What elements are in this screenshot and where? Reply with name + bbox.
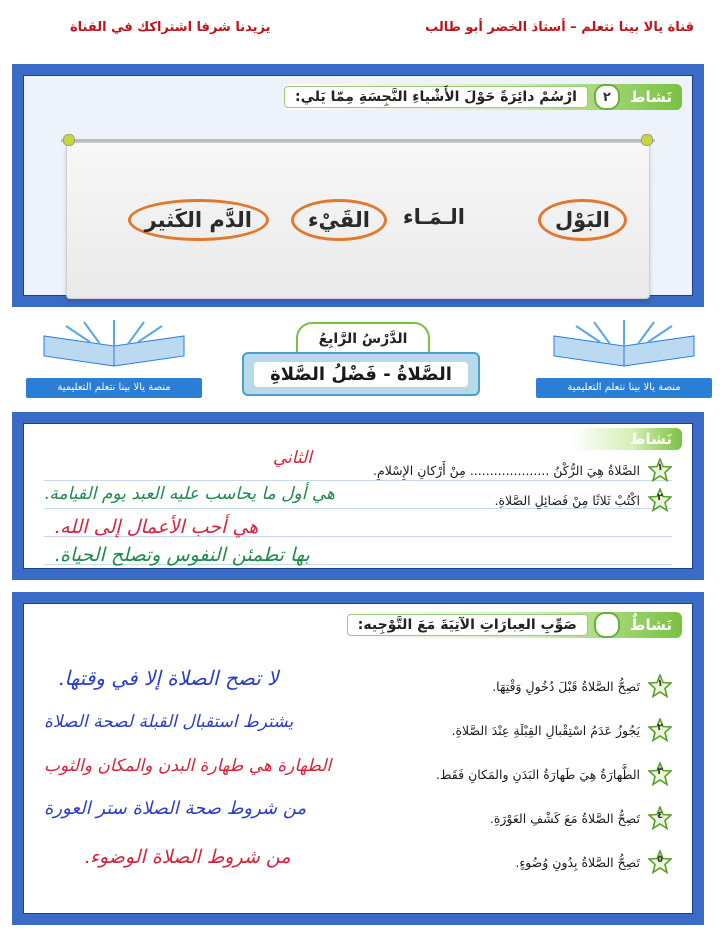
lesson-title-box: [236, 322, 486, 410]
answer-second: الثاني: [272, 448, 312, 468]
banner-pin-right: [641, 134, 653, 146]
subscribe-note: يزيدنا شرفا اشتراكك في القناة: [70, 20, 271, 35]
question-row: [373, 458, 672, 482]
activity-checkbox: [594, 612, 620, 638]
star-number-icon: ١: [648, 458, 672, 482]
word-water: الـمَـاء: [402, 205, 465, 229]
platform-logo-right: [536, 316, 712, 406]
star-number-icon: ٣: [648, 762, 672, 786]
open-book-icon: [550, 316, 698, 372]
activity-tag: نَشاط: [629, 430, 672, 448]
question-row: [495, 488, 672, 512]
star-number-icon: ٢: [648, 488, 672, 512]
star-number-icon: ٤: [648, 806, 672, 830]
banner-pin-left: [63, 134, 75, 146]
activity-1-header: [284, 84, 682, 110]
activity-3-panel: [23, 603, 693, 914]
activity-number: ٢: [594, 84, 620, 110]
statement-text: تَصِحُّ الصَّلاةُ بِدُونِ وُضُوءٍ.: [515, 854, 640, 870]
handwritten-answer-3: بها تطمئن النفوس وتصلح الحياة.: [54, 544, 310, 566]
lesson-title: [242, 352, 480, 396]
lesson-title-text: الصَّلاةُ - فَضْلُ الصَّلاةِ: [254, 362, 468, 387]
question-row: [515, 850, 672, 874]
handwritten-answer-2: هي أحب الأعمال إلى الله.: [54, 516, 259, 538]
activity-question: صَوِّبِ العِبارَاتِ الآتِيَةَ مَعَ التَّوْجِيه:: [347, 614, 588, 636]
statement-text: الطَّهارَةُ هِيَ طَهارَةُ البَدَنِ والمَكانِ فَقَط.: [435, 766, 640, 782]
activity-2-frame: [12, 412, 704, 580]
question-row: [452, 718, 672, 742]
activity-2-header: [572, 428, 682, 450]
word-urine-circled: البَوْل: [538, 199, 627, 241]
handwritten-answer-1: هي أول ما يحاسب عليه العبد يوم القيامة.: [44, 484, 336, 504]
word-vomit-circled: القَيْء: [291, 199, 387, 241]
activity-3-frame: [12, 592, 704, 925]
star-number-icon: ٥: [648, 850, 672, 874]
correction-4: من شروط صحة الصلاة ستر العورة: [44, 798, 307, 819]
platform-logo-left: [26, 316, 202, 406]
hanging-banner: [66, 142, 650, 299]
statement-text: يَجُوزُ عَدَمُ اسْتِقْبالِ القِبْلَةِ عِنْدَ الصَّلاةِ.: [451, 722, 640, 738]
lesson-number: الدَّرْسُ الرَّابِعُ: [296, 322, 430, 354]
activity-1-frame: [12, 64, 704, 307]
page-header: [0, 0, 720, 62]
correction-1: لا تصح الصلاة إلا في وقتها.: [58, 666, 279, 690]
correction-2: يشترط استقبال القبلة لصحة الصلاة: [44, 712, 294, 732]
question-text: اكْتُبْ ثَلاثًا مِنْ فَضائِلِ الصَّلاةِ.: [494, 492, 640, 508]
channel-title: قناة يالا بينا نتعلم – أستاذ الخضر أبو طالب: [425, 20, 694, 35]
correction-5: من شروط الصلاة الوضوء.: [84, 846, 291, 868]
open-book-icon: [40, 316, 188, 372]
platform-caption: منصة يالا بينا نتعلم التعليمية: [536, 378, 712, 398]
star-number-icon: ١: [648, 674, 672, 698]
question-row: [436, 762, 672, 786]
banner-rope: [61, 139, 655, 142]
lesson-header-section: [0, 310, 720, 410]
word-blood-circled: الدَّم الكَثير: [128, 199, 269, 241]
question-row: [492, 674, 672, 698]
question-text: الصَّلاةُ هِيَ الرُّكْنُ .................... مِنْ أَرْكانِ الإِسْلامِ.: [373, 462, 640, 478]
correction-3: الطهارة هي طهارة البدن والمكان والثوب: [44, 756, 332, 776]
star-number-icon: ٢: [648, 718, 672, 742]
activity-3-header: [347, 612, 682, 638]
activity-2-panel: [23, 423, 693, 569]
statement-text: تَصِحُّ الصَّلاةُ قَبْلَ دُخُولِ وَقْتِهَا.: [492, 678, 640, 694]
question-row: [490, 806, 672, 830]
statement-text: تَصِحُّ الصَّلاةُ مَعَ كَشْفِ العَوْرَةِ.: [489, 810, 640, 826]
platform-caption: منصة يالا بينا نتعلم التعليمية: [26, 378, 202, 398]
activity-question: ارْسُمْ دائِرَةً حَوْلَ الأَشْياءِ النَّجِسَةِ مِمّا يَلي:: [284, 86, 588, 108]
activity-1-panel: [23, 75, 693, 296]
activity-tag: نَشاطٌ: [629, 616, 672, 634]
activity-tag: نَشاط: [629, 88, 672, 106]
